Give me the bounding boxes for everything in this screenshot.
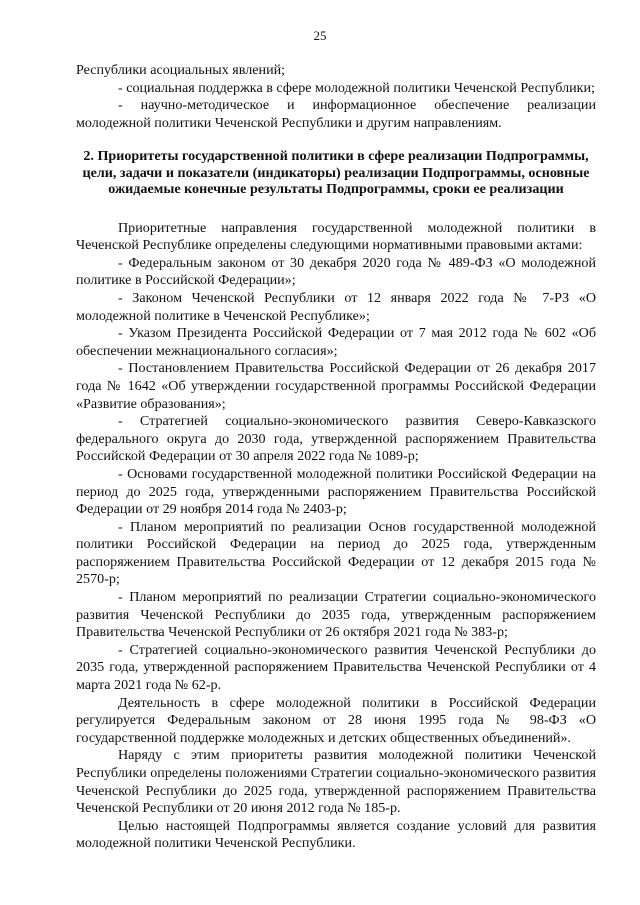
paragraph-federal-regulation: Деятельность в сфере молодежной политики в Российской Федерации регулируется Федеральным законом от 28 июня 1995 года № 98-ФЗ «О государственной поддержке молодежных и детских общественных объединений». (76, 694, 596, 746)
list-item-government-resolution: - Постановлением Правительства Российской Федерации от 26 декабря 2017 года № 1642 «Об утверждении государственной программы Российской Федерации «Развитие образования»; (76, 360, 596, 412)
paragraph-intro-1: Республики асоциальных явлений; (76, 62, 286, 78)
list-item-strategy-action-plan: - Планом мероприятий по реализации Стратегии социально-экономического развития Чеченской Республики до 2035 года, утвержденным распоряжением Правительства Чеченской Республики от 26 октября 2021 года № 383-р; (76, 589, 596, 641)
section-heading: 2. Приоритеты государственной политики в сфере реализации Подпрограммы, цели, задачи и показатели (индикаторы) реализации Подпрограммы, основные ожидаемые конечные результаты Подпрограммы, сроки ее реализации (82, 148, 590, 198)
page-number: 25 (313, 28, 327, 43)
paragraph-intro-2: - социальная поддержка в сфере молодежной политики Чеченской Республики; (118, 79, 595, 96)
list-item-republic-law: - Законом Чеченской Республики от 12 января 2022 года № 7-РЗ «О молодежной политике в Чеченской Республике»; (76, 289, 596, 324)
list-item-foundations-action-plan: - Планом мероприятий по реализации Основ государственной молодежной политики Российской Федерации на период до 2025 года, утвержденным распоряжением Правительства Российской Федерации от 12 декабря 2015 года № 2570-р; (76, 518, 596, 588)
paragraph-intro-3: - научно-методическое и информационное обеспечение реализации молодежной политики Чеченской Республики и другим направлениям. (76, 97, 596, 131)
list-item-presidential-decree: - Указом Президента Российской Федерации от 7 мая 2012 года № 602 «Об обеспечении межнационального согласия»; (76, 325, 596, 359)
list-item-federal-law: - Федеральным законом от 30 декабря 2020 года № 489-ФЗ «О молодежной политике в Российской Федерации»; (76, 254, 596, 289)
paragraph-priorities: Приоритетные направления государственной молодежной политики в Чеченской Республике определены следующими нормативными правовыми актами: (76, 219, 596, 254)
list-item-youth-policy-foundations: - Основами государственной молодежной политики Российской Федерации на период до 2025 года, утвержденными распоряжением Правительства Российской Федерации от 29 ноября 2014 года № 2403-р; (76, 465, 596, 518)
list-item-republic-strategy: - Стратегией социально-экономического развития Чеченской Республики до 2035 года, утвержденной распоряжением Правительства Чеченской Республики от 4 марта 2021 года № 62-р. (76, 641, 596, 694)
paragraph-subprogram-goal: Целью настоящей Подпрограммы является создание условий для развития молодежной политики Чеченской Республики. (76, 817, 596, 852)
list-item-nkfo-strategy: - Стратегией социально-экономического развития Северо-Кавказского федерального округа до 2030 года, утвержденной распоряжением Правительства Российской Федерации от 30 апреля 2022 года № 1089-р; (76, 413, 596, 465)
page-content (76, 62, 596, 853)
paragraph-strategy-priorities: Наряду с этим приоритеты развития молодежной политики Чеченской Республики определены положениями Стратегии социально-экономического развития Чеченской Республики до 2025 года, утвержденной распоряжением Правительства Чеченской Республики от 20 июня 2012 года № 185-р. (76, 747, 596, 817)
